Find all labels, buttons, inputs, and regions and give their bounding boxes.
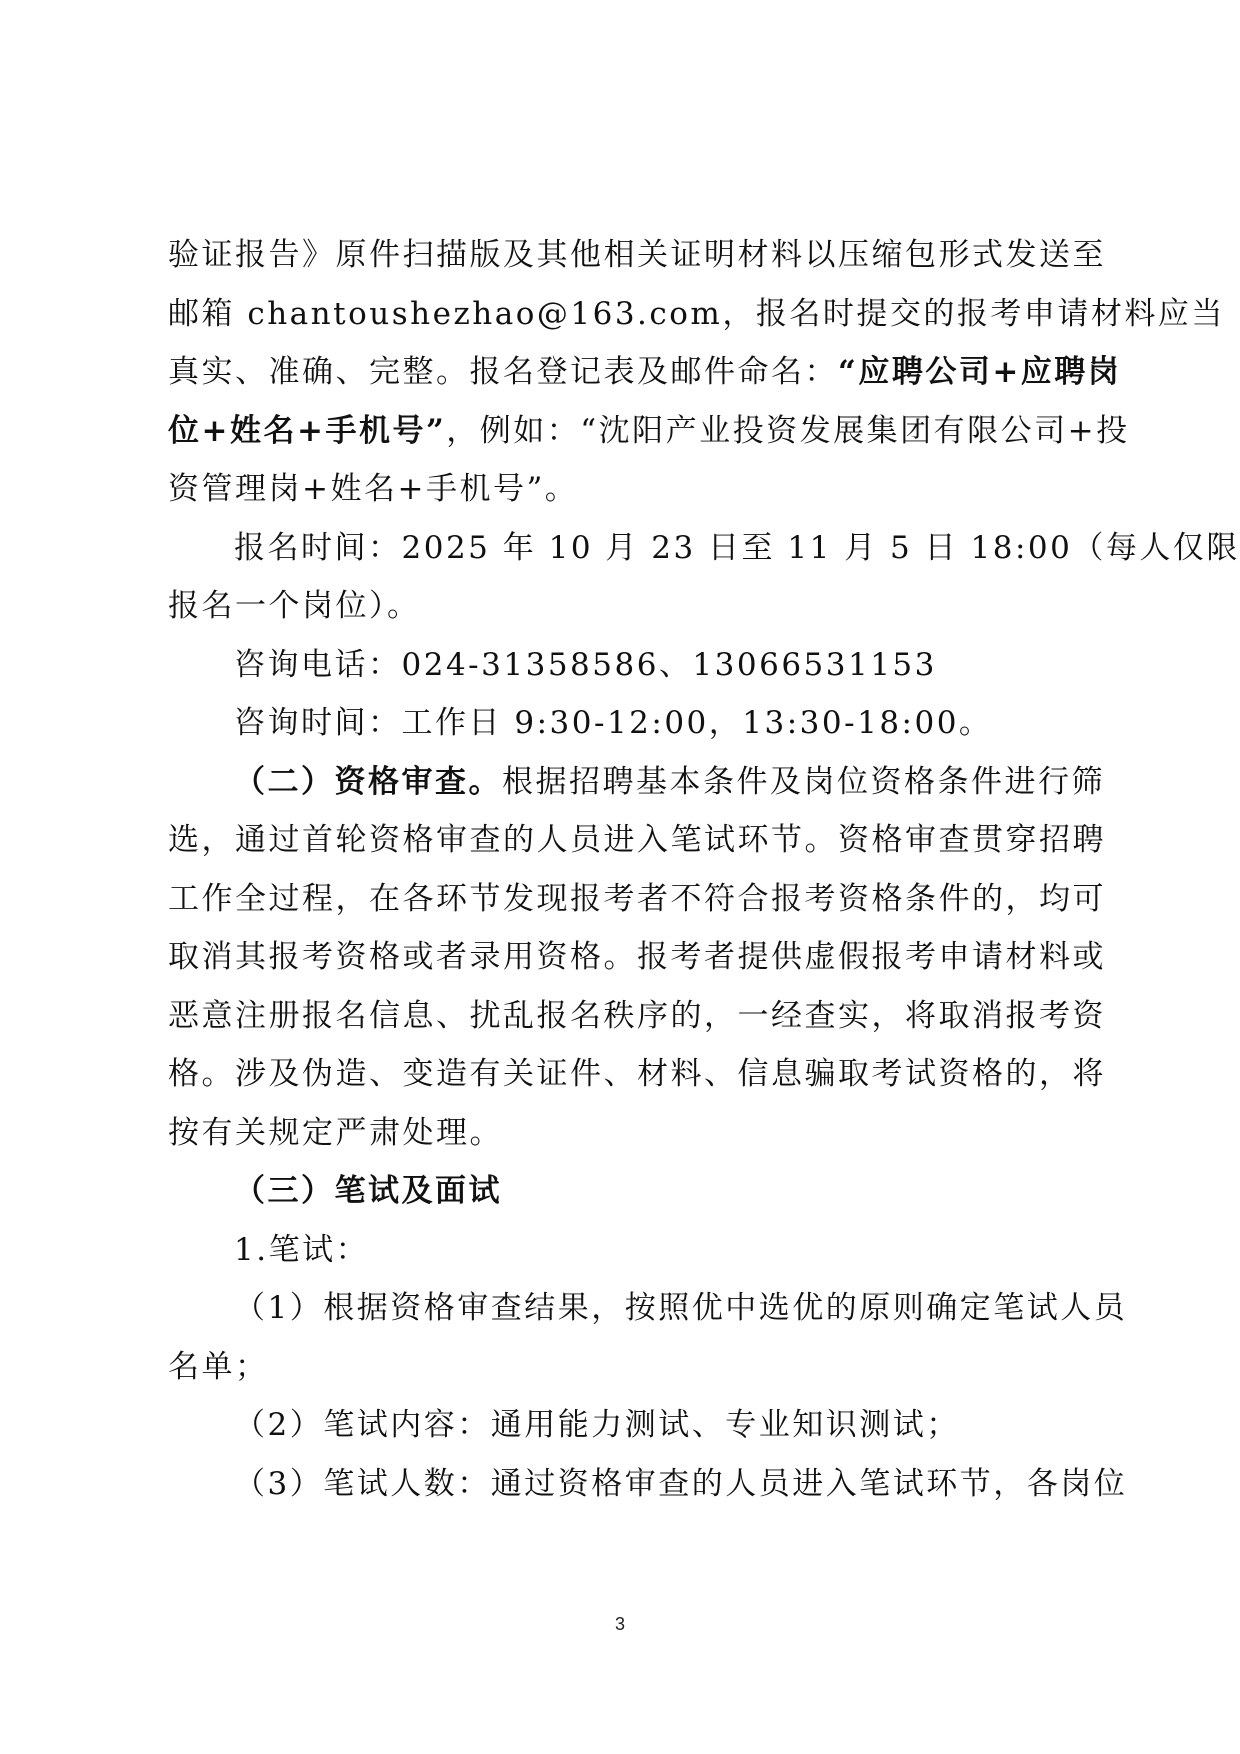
written-exam-item-1-line-1: （1）根据资格审查结果，按照优中选优的原则确定笔试人员 (234, 1290, 1128, 1326)
registration-paragraph-line-3-text: 真实、准确、完整。报名登记表及邮件命名： (168, 354, 838, 390)
registration-paragraph-line-2-rest: ，报名时提交的报考申请材料应当 (722, 295, 1225, 332)
section-two-line-7: 按有关规定严肃处理。 (168, 1114, 503, 1151)
section-two-line-6: 格。涉及伪造、变造有关证件、材料、信息骗取考试资格的，将 (168, 1056, 1106, 1092)
written-exam-title: 1.笔试： (234, 1231, 370, 1268)
consult-phone: 咨询电话：024-31358586、13066531153 (234, 646, 937, 683)
registration-time-line-1: 报名时间：2025 年 10 月 23 日至 11 月 5 日 18:00（每人仅限 (234, 529, 1240, 566)
naming-rule-part-1: “应聘公司+应聘岗 (838, 354, 1122, 390)
written-exam-item-3: （3）笔试人数：通过资格审查的人员进入笔试环节，各岗位 (234, 1465, 1128, 1502)
registration-time-line-2: 报名一个岗位）。 (168, 588, 421, 624)
section-two-line-2: 选，通过首轮资格审查的人员进入笔试环节。资格审查贯穿招聘 (168, 822, 1106, 858)
registration-paragraph-line-2 (168, 285, 1225, 344)
written-exam-item-1-line-2: 名单； (168, 1348, 269, 1385)
section-three-heading: （三）笔试及面试 (234, 1173, 502, 1209)
registration-paragraph-line-1: 验证报告》原件扫描版及其他相关证明材料以压缩包形式发送至 (168, 237, 1106, 273)
section-two-line-3: 工作全过程，在各环节发现报考者不符合报考资格条件的，均可 (168, 880, 1106, 917)
email-label: 邮箱 (168, 295, 235, 332)
consult-time: 咨询时间：工作日 9:30-12:00，13:30-18:00。 (234, 705, 993, 741)
section-two-heading: （二）资格审查。 (234, 763, 502, 800)
email-address: chantoushezhao@163.com (247, 295, 723, 332)
page-number: 3 (614, 1614, 625, 1634)
naming-example: ，例如：“沈阳产业投资发展集团有限公司+投 (446, 412, 1130, 449)
body-text (168, 226, 1240, 1513)
written-exam-item-2: （2）笔试内容：通用能力测试、专业知识测试； (234, 1407, 960, 1443)
section-two-line-4: 取消其报考资格或者录用资格。报考者提供虚假报考申请材料或 (168, 939, 1106, 975)
registration-paragraph-line-5: 资管理岗+姓名+手机号”。 (168, 471, 579, 507)
section-two-line-1-text: 根据招聘基本条件及岗位资格条件进行筛 (502, 763, 1105, 800)
section-two-line-5: 恶意注册报名信息、扰乱报名秩序的，一经查实，将取消报考资 (168, 997, 1106, 1034)
naming-rule-part-2: 位+姓名+手机号” (168, 412, 447, 449)
registration-paragraph-line-4 (168, 402, 1130, 461)
registration-paragraph-line-3 (168, 343, 1122, 402)
section-two-line-1 (168, 753, 1105, 812)
